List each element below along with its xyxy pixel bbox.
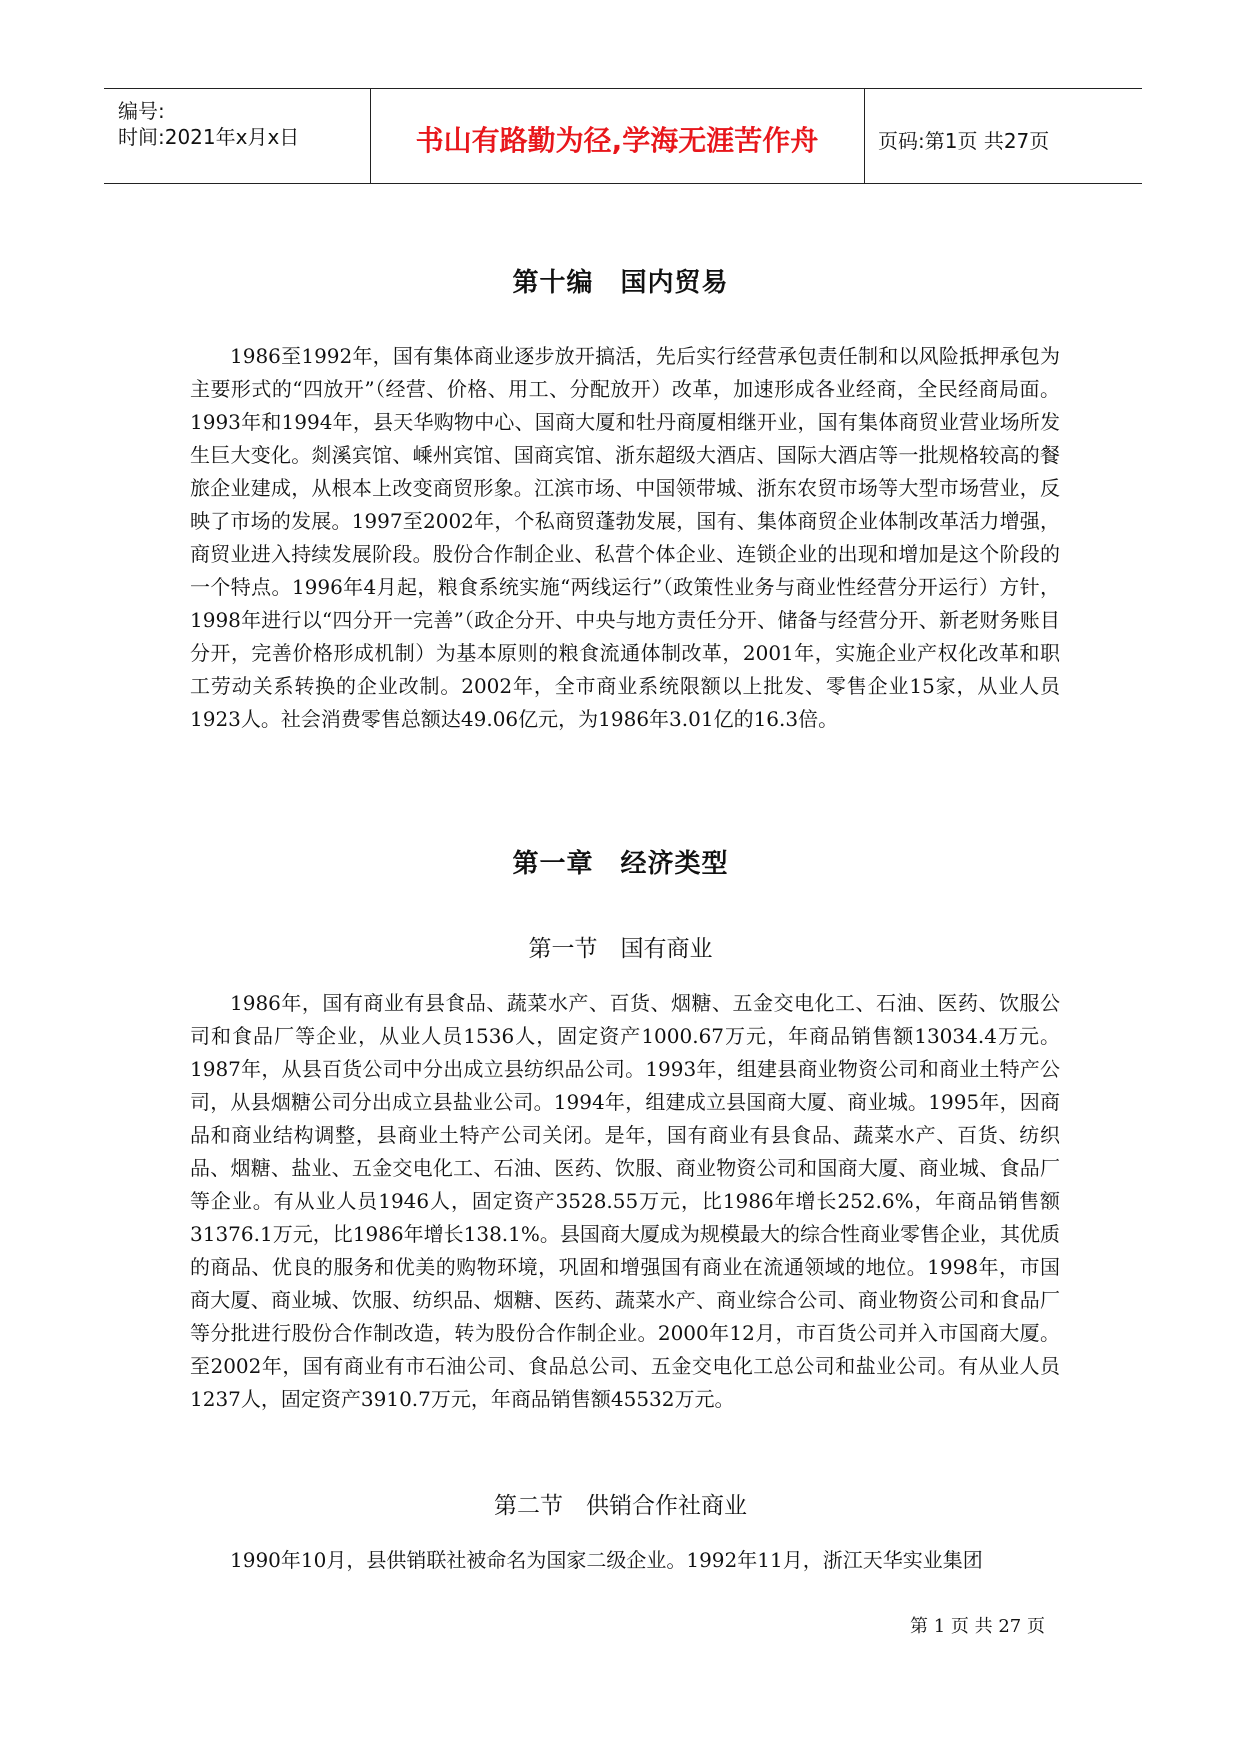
time-label: 时间:2021年x月x日 <box>118 125 300 149</box>
section1-paragraph: 1986年，国有商业有县食品、蔬菜水产、百货、烟糖、五金交电化工、石油、医药、饮服公司和食品厂等企业，从业人员1536人，固定资产1000.67万元，年商品销售额13034.4万元。1987年，从县百货公司中分出成立县纺织品公司。1993年，组建县商业物资公司和商业土特产公司，从县烟糖公司分出成立县盐业公司。1994年，组建成立县国商大厦、商业城。1995年，因商品和商业结构调整，县商业土特产公司关闭。是年，国有商业有县食品、蔬菜水产、百货、纺织品、烟糖、盐业、五金交电化工、石油、医药、饮服、商业物资公司和国商大厦、商业城、食品厂等企业。有从业人员1946人，固定资产3528.55万元，比1986年增长252.6%，年商品销售额31376.1万元，比1986年增长138.1%。县国商大厦成为规模最大的综合性商业零售企业，其优质的商品、优良的服务和优美的购物环境，巩固和增强国有商业在流通领域的地位。1998年，市国商大厦、商业城、饮服、纺织品、烟糖、医药、蔬菜水产、商业综合公司、商业物资公司和食品厂等分批进行股份合作制改造，转为股份合作制企业。2000年12月，市百货公司并入市国商大厦。至2002年，国有商业有市石油公司、食品总公司、五金交电化工总公司和盐业公司。有从业人员1237人，固定资产3910.7万元，年商品销售额45532万元。 <box>190 991 1060 1411</box>
part-title: 第十编 国内贸易 <box>512 268 729 298</box>
intro-paragraph: 1986至1992年，国有集体商业逐步放开搞活，先后实行经营承包责任制和以风险抵押承包为主要形式的“四放开”（经营、价格、用工、分配放开）改革，加速形成各业经商，全民经商局面。1993年和1994年，县天华购物中心、国商大厦和牡丹商厦相继开业，国有集体商贸业营业场所发生巨大变化。剡溪宾馆、嵊州宾馆、国商宾馆、浙东超级大酒店、国际大酒店等一批规格较高的餐旅企业建成，从根本上改变商贸形象。江滨市场、中国领带城、浙东农贸市场等大型市场营业，反映了市场的发展。1997至2002年，个私商贸蓬勃发展，国有、集体商贸企业体制改革活力增强，商贸业进入持续发展阶段。股份合作制企业、私营个体企业、连锁企业的出现和增加是这个阶段的一个特点。1996年4月起，粮食系统实施“两线运行”（政策性业务与商业性经营分开运行）方针，1998年进行以“四分开一完善”（政企分开、中央与地方责任分开、储备与经营分开、新老财务账目分开，完善价格形成机制）为基本原则的粮食流通体制改革，2001年，实施企业产权化改革和职工劳动关系转换的企业改制。2002年，全市商业系统限额以上批发、零售企业15家，从业人员1923人。社会消费零售总额达49.06亿元，为1986年3.01亿的16.3倍。 <box>190 344 1060 731</box>
header-meta-cell <box>104 89 371 183</box>
header-motto-cell <box>370 89 865 183</box>
chapter-title: 第一章 经济类型 <box>512 849 729 879</box>
section1-title: 第一节 国有商业 <box>528 936 713 962</box>
section2-paragraph: 1990年10月，县供销联社被命名为国家二级企业。1992年11月，浙江天华实业集团 <box>230 1548 983 1572</box>
document-header <box>104 88 1142 184</box>
page-info: 页码:第1页 共27页 <box>878 129 1050 153</box>
page-footer: 第 1 页 共 27 页 <box>910 1616 1045 1637</box>
section2-title: 第二节 供销合作社商业 <box>494 1493 747 1519</box>
number-label: 编号: <box>118 99 165 123</box>
motto-text: 书山有路勤为径,学海无涯苦作舟 <box>415 124 819 157</box>
header-page-cell <box>864 89 1142 183</box>
